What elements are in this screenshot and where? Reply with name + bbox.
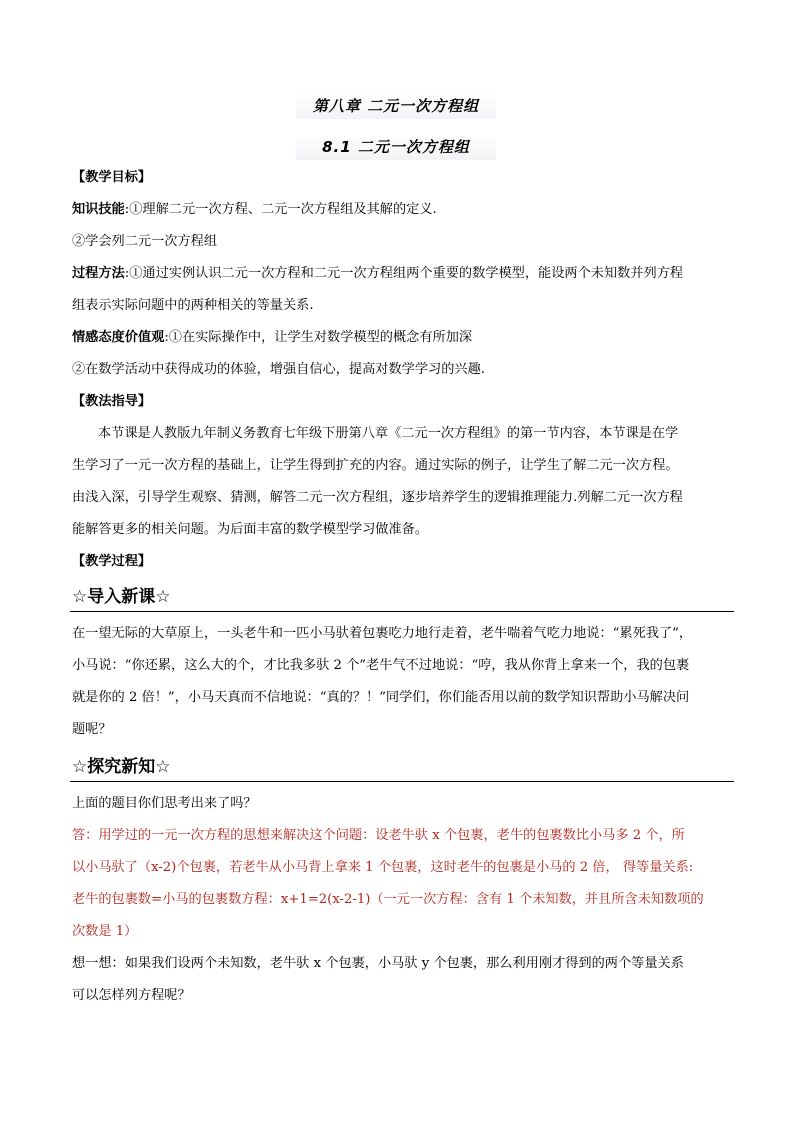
emotion-text: :①在实际操作中，让学生对数学模型的概念有所加深 bbox=[164, 330, 473, 345]
explore-question: 上面的题目你们思考出来了吗？ bbox=[72, 796, 257, 811]
intro-line: 就是你的 2 倍！”，小马天真而不信地说：“真的？！”同学们，你们能否用以前的数学知识帮助小马解决问 bbox=[72, 690, 690, 705]
process-label: 过程方法 bbox=[72, 266, 125, 281]
answer-line: 答：用学过的一元一次方程的思想来解决这个问题：设老牛驮 x 个包裹，老牛的包裹数比小马多 2 个，所 bbox=[72, 828, 685, 843]
process-heading: 【教学过程】 bbox=[72, 554, 152, 569]
guidance-line: 生学习了一元一次方程的基础上，让学生得到扩充的内容。通过实际的例子，让学生了解二元一次方程。 bbox=[72, 458, 679, 473]
knowledge-label: 知识技能 bbox=[72, 202, 125, 217]
answer-line: 以小马驮了（x-2)个包裹，若老牛从小马背上拿来 1 个包裹，这时老牛的包裹是小马的 2 倍， 得等量关系: bbox=[72, 860, 694, 875]
section-explore-title: ☆探究新知☆ bbox=[72, 757, 171, 777]
objectives-heading: 【教学目标】 bbox=[72, 170, 152, 185]
section-title: 8.1 二元一次方程组 bbox=[296, 134, 496, 160]
emotion-line-2: ②在数学活动中获得成功的体验，增强自信心，提高对数学学习的兴趣. bbox=[72, 362, 486, 377]
think-line: 可以怎样列方程呢？ bbox=[72, 988, 191, 1003]
section-intro-title: ☆导入新课☆ bbox=[72, 587, 171, 607]
emotion-line bbox=[72, 326, 472, 345]
process-line bbox=[72, 262, 683, 281]
intro-line: 题呢？ bbox=[72, 722, 112, 737]
knowledge-line bbox=[72, 198, 437, 217]
guidance-line: 能解答更多的相关问题。为后面丰富的数学模型学习做准备。 bbox=[72, 522, 429, 537]
process-text: :①通过实例认识二元一次方程和二元一次方程组两个重要的数学模型，能设两个未知数并列方程 bbox=[124, 266, 684, 281]
chapter-title: 第八章 二元一次方程组 bbox=[296, 93, 496, 119]
answer-line: 次数是 1） bbox=[72, 924, 138, 939]
section-divider bbox=[70, 781, 734, 782]
emotion-label: 情感态度价值观 bbox=[72, 330, 165, 345]
guidance-line: 由浅入深，引导学生观察、猜测，解答二元一次方程组，逐步培养学生的逻辑推理能力.列解二元一次方程 bbox=[72, 490, 683, 505]
answer-line: 老牛的包裹数=小马的包裹数方程：x+1=2(x-2-1)（一元一次方程：含有 1 个未知数，并且所含未知数项的 bbox=[72, 892, 704, 907]
knowledge-text: :①理解二元一次方程、二元一次方程组及其解的定义. bbox=[124, 202, 437, 217]
intro-line: 在一望无际的大草原上，一头老牛和一匹小马驮着包裹吃力地行走着，老牛喘着气吃力地说：“累死我了”， bbox=[72, 626, 693, 641]
think-line: 想一想：如果我们设两个未知数，老牛驮 x 个包裹，小马驮 y 个包裹，那么利用刚才得到的两个等量关系 bbox=[72, 956, 684, 971]
process-line-2: 组表示实际问题中的两种相关的等量关系. bbox=[72, 298, 314, 313]
intro-line: 小马说：“你还累，这么大的个，才比我多驮 2 个”老牛气不过地说：“哼，我从你背上拿来一个，我的包裹 bbox=[72, 658, 690, 673]
knowledge-line-2: ②学会列二元一次方程组 bbox=[72, 234, 218, 249]
guidance-heading: 【教法指导】 bbox=[72, 394, 152, 409]
guidance-line: 本节课是人教版九年制义务教育七年级下册第八章《二元一次方程组》的第一节内容，本节课是在学 bbox=[98, 426, 679, 441]
section-divider bbox=[70, 611, 734, 612]
